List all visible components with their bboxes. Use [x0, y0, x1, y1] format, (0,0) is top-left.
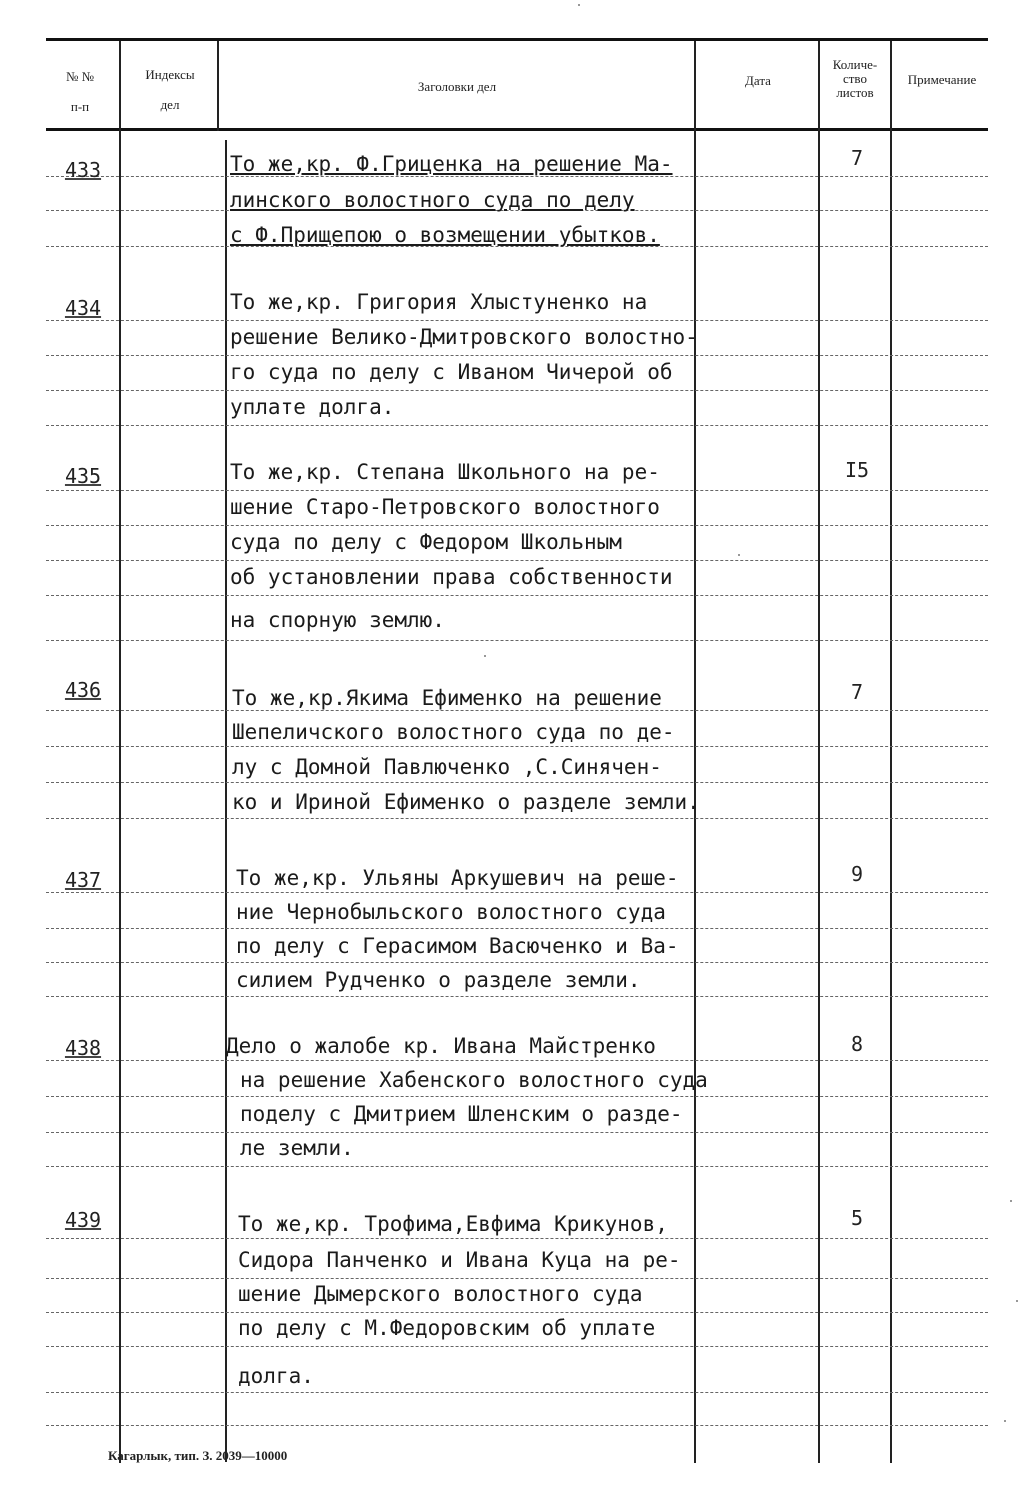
- column-divider: [818, 41, 820, 1463]
- scan-speck: [1016, 1300, 1018, 1302]
- ruled-line: [46, 425, 988, 426]
- ruled-line: [46, 782, 988, 783]
- entry-sheet-count: 7: [850, 146, 864, 170]
- header-title: Заголовки дел: [417, 79, 497, 94]
- entry-title-line: Шепеличского волостного суда по де-: [232, 720, 675, 744]
- ruled-line: [46, 640, 988, 641]
- header-note: Примечание: [907, 72, 977, 87]
- column-divider: [225, 140, 227, 1462]
- ruled-line: [46, 490, 988, 491]
- ruled-line: [46, 1278, 988, 1279]
- ruled-line: [46, 595, 988, 596]
- entry-title-line: поделу с Дмитрием Шленским о разде-: [240, 1102, 683, 1126]
- ruled-line: [46, 1346, 988, 1347]
- entry-title-line: То же,кр. Ф.Гриценка на решение Ма-: [230, 152, 673, 176]
- ruled-line: [46, 390, 988, 391]
- entry-title-line: долга.: [238, 1364, 314, 1388]
- entry-title-line: шение Старо-Петровского волостного: [230, 495, 660, 519]
- ruled-line: [46, 996, 988, 997]
- entry-title-line: об установлении права собственности: [230, 565, 673, 589]
- ruled-line: [46, 176, 988, 177]
- header-bottom-rule: [46, 128, 988, 131]
- entry-title-line: ние Чернобыльского волостного суда: [236, 900, 666, 924]
- ruled-line: [46, 1238, 988, 1239]
- ruled-line: [46, 1425, 988, 1426]
- entry-title-line: по делу с М.Федоровским об уплате: [238, 1316, 656, 1340]
- ruled-line: [46, 892, 988, 893]
- entry-number: 433: [64, 158, 102, 182]
- entry-sheet-count: 8: [850, 1032, 864, 1056]
- top-rule: [46, 38, 988, 41]
- entry-title-line: ле земли.: [240, 1136, 354, 1160]
- entry-title-line: Сидора Панченко и Ивана Куца на ре-: [238, 1248, 681, 1272]
- entry-title-line: ко и Ириной Ефименко о разделе земли.: [232, 790, 700, 814]
- entry-title-line: уплате долга.: [230, 395, 395, 419]
- ruled-line: [46, 746, 988, 747]
- entry-title-line: по делу с Герасимом Васюченко и Ва-: [236, 934, 679, 958]
- ruled-line: [46, 560, 988, 561]
- entry-title-line: решение Велико-Дмитровского волостно-: [230, 325, 698, 349]
- header-num: № № п-п: [65, 69, 95, 114]
- column-divider: [119, 41, 121, 1463]
- printer-imprint: Кагарлык, тип. З. 2039—10000: [108, 1448, 288, 1463]
- ruled-line: [46, 818, 988, 819]
- entry-title-line: То же,кр. Степана Школьного на ре-: [230, 460, 660, 484]
- ruled-line: [46, 320, 988, 321]
- header-date: Дата: [745, 73, 771, 88]
- ruled-line: [46, 1312, 988, 1313]
- entry-number: 436: [64, 678, 102, 702]
- entry-title-line: шение Дымерского волостного суда: [238, 1282, 643, 1306]
- entry-title-line: на спорную землю.: [230, 608, 445, 632]
- entry-number: 439: [64, 1208, 102, 1232]
- ruled-line: [46, 1166, 988, 1167]
- entry-title-line: Дело о жалобе кр. Ивана Майстренко: [226, 1034, 656, 1058]
- entry-sheet-count: 7: [850, 680, 864, 704]
- ruled-line: [46, 710, 988, 711]
- ruled-line: [46, 928, 988, 929]
- scan-speck: [1010, 1200, 1012, 1202]
- entry-sheet-count: I5: [844, 458, 870, 482]
- entry-title-line: на решение Хабенского волостного суда: [240, 1068, 708, 1092]
- ruled-line: [46, 1096, 988, 1097]
- entry-number: 434: [64, 296, 102, 320]
- column-divider: [890, 41, 892, 1463]
- entry-number: 437: [64, 868, 102, 892]
- entry-title-line: То же,кр.Якима Ефименко на решение: [232, 686, 662, 710]
- header-count: Количе- ство листов: [832, 57, 878, 100]
- entry-title-line: суда по делу с Федором Школьным: [230, 530, 622, 554]
- entry-title-line: линского волостного суда по делу: [230, 188, 635, 212]
- ruled-line: [46, 525, 988, 526]
- ruled-line: [46, 962, 988, 963]
- header-index: Индексы дел: [145, 67, 195, 112]
- entry-number: 438: [64, 1036, 102, 1060]
- entry-sheet-count: 9: [850, 862, 864, 886]
- entry-title-line: силием Рудченко о разделе земли.: [236, 968, 641, 992]
- column-divider: [217, 41, 219, 131]
- scan-speck: [484, 655, 486, 657]
- column-divider: [694, 41, 696, 1463]
- ruled-line: [46, 1132, 988, 1133]
- entry-number: 435: [64, 464, 102, 488]
- ruled-line: [46, 1060, 988, 1061]
- entry-title-line: То же,кр. Ульяны Аркушевич на реше-: [236, 866, 679, 890]
- ruled-line: [46, 1392, 988, 1393]
- entry-title-line: То же,кр. Григория Хлыстуненко на: [230, 290, 648, 314]
- scan-speck: [578, 4, 580, 6]
- ruled-line: [46, 355, 988, 356]
- scan-speck: [1004, 1420, 1006, 1422]
- entry-sheet-count: 5: [850, 1206, 864, 1230]
- scan-speck: [738, 554, 740, 556]
- entry-title-line: го суда по делу с Иваном Чичерой об: [230, 360, 673, 384]
- entry-title-line: лу с Домной Павлюченко ,С.Синячен-: [232, 755, 662, 779]
- entry-title-line: с Ф.Прищепою о возмещении убытков.: [230, 223, 660, 247]
- entry-title-line: То же,кр. Трофима,Евфима Крикунов,: [238, 1212, 668, 1236]
